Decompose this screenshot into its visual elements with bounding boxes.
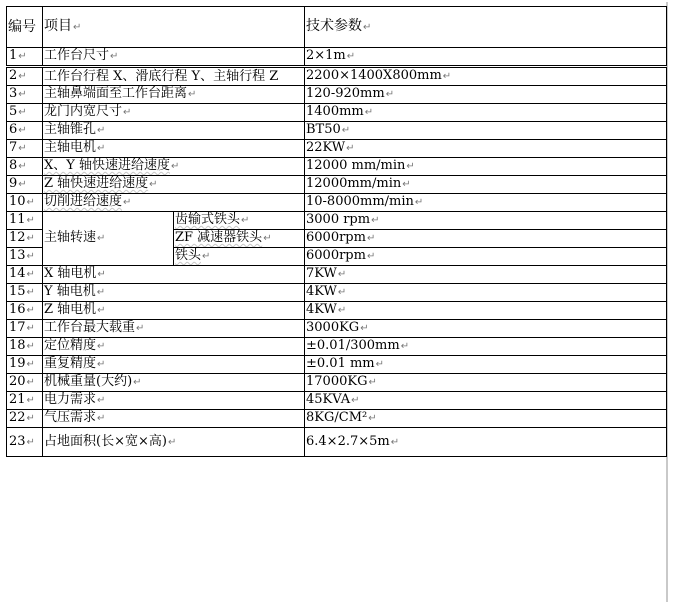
table-row: 11↵ 主轴转速↵ 齿输式铁头↵ 3000 rpm↵ [7, 212, 667, 230]
row-param: 45KVA [306, 392, 351, 407]
row-item: 电力需求 [44, 392, 97, 407]
row-num: 13 [9, 248, 26, 263]
row-item: Y 轴电机 [44, 284, 96, 299]
spec-table [6, 6, 667, 457]
row-item: X、Y 轴快速进给速度 [44, 158, 170, 173]
row-num: 2 [9, 68, 18, 83]
row-num: 22 [9, 410, 26, 425]
row-num: 15 [9, 284, 26, 299]
row-num: 1 [9, 48, 18, 63]
row-param: 8KG/CM² [306, 410, 368, 425]
table-row: 14↵ X 轴电机↵ 7KW↵ [7, 266, 667, 284]
header-num: 编号 [7, 7, 43, 48]
row-item: 重复精度 [44, 356, 97, 371]
row-param: 2200×1400X800mm [306, 68, 442, 83]
table-row: 1↵ 工作台尺寸↵ 2×1m↵ [7, 48, 667, 67]
row-item: Z 轴电机 [44, 302, 97, 317]
table-row: 17↵ 工作台最大载重↵ 3000KG↵ [7, 320, 667, 338]
table-row: 6↵ 主轴锥孔↵ BT50↵ [7, 122, 667, 140]
header-item: 项目↵ [43, 7, 305, 48]
row-param: 22KW [306, 140, 346, 155]
row-param: 12000 mm/min [306, 158, 406, 173]
row-item: 主轴转速 [44, 230, 97, 245]
row-num: 7 [9, 140, 18, 155]
row-param: 4KW [306, 284, 337, 299]
table-row: 16↵ Z 轴电机↵ 4KW↵ [7, 302, 667, 320]
table-row: 21↵ 电力需求↵ 45KVA↵ [7, 392, 667, 410]
row-item: X 轴电机 [44, 266, 97, 281]
table-row: 12↵ ZF 减速器铁头↵ 6000rpm↵ [7, 230, 667, 248]
row-item: 占地面积(长×宽×高) [44, 433, 167, 449]
row-num: 14 [9, 266, 26, 281]
row-param: 12000mm/min [306, 176, 402, 191]
table-row: 10↵ 切削进给速度↵ 10-8000mm/min↵ [7, 194, 667, 212]
table-row: 20↵ 机械重量(大约)↵ 17000KG↵ [7, 374, 667, 392]
table-row: 15↵ Y 轴电机↵ 4KW↵ [7, 284, 667, 302]
row-item: 工作台最大载重 [44, 320, 136, 335]
row-num: 9 [9, 176, 18, 191]
row-param: 4KW [306, 302, 337, 317]
row-param: BT50 [306, 122, 341, 137]
table-row: 18↵ 定位精度↵ ±0.01/300mm↵ [7, 338, 667, 356]
table-row: 22↵ 气压需求↵ 8KG/CM²↵ [7, 410, 667, 428]
row-item: 切削进给速度 [44, 194, 123, 209]
row-num: 23 [9, 433, 26, 449]
row-param: ±0.01 mm [306, 356, 375, 371]
row-item: 工作台行程 X、滑底行程 Y、主轴行程 Z [44, 68, 279, 84]
row-num: 17 [9, 320, 26, 335]
row-param: 6.4×2.7×5m [306, 433, 390, 449]
table-row: 19↵ 重复精度↵ ±0.01 mm↵ [7, 356, 667, 374]
row-param: 120-920mm [306, 86, 385, 101]
header-param: 技术参数↵ [305, 7, 667, 48]
row-param: 7KW [306, 266, 337, 281]
row-num: 5 [9, 104, 18, 119]
row-param: ±0.01/300mm [306, 338, 400, 353]
table-row: 8↵ X、Y 轴快速进给速度↵ 12000 mm/min↵ [7, 158, 667, 176]
header-row [7, 7, 667, 48]
table-row: 2↵ 工作台行程 X、滑底行程 Y、主轴行程 Z 2200×1400X800mm↵ [7, 67, 667, 86]
row-sub: ZF 减速器铁头 [175, 230, 263, 245]
row-param: 6000rpm [306, 230, 366, 245]
table-row: 3↵ 主轴鼻端面至工作台距离↵ 120-920mm↵ [7, 86, 667, 104]
row-item: 龙门内宽尺寸 [44, 104, 123, 119]
row-param: 17000KG [306, 374, 368, 389]
table-row: 5↵ 龙门内宽尺寸↵ 1400mm↵ [7, 104, 667, 122]
row-item: Z 轴快速进给速度 [44, 176, 149, 191]
row-item: 气压需求 [44, 410, 97, 425]
row-item: 主轴锥孔 [44, 122, 97, 137]
row-sub: 齿输式铁头 [175, 212, 241, 227]
row-num: 19 [9, 356, 26, 371]
row-num: 16 [9, 302, 26, 317]
row-param: 6000rpm [306, 248, 366, 263]
table-row: 7↵ 主轴电机↵ 22KW↵ [7, 140, 667, 158]
row-num: 8 [9, 158, 18, 173]
row-param: 3000 rpm [306, 212, 371, 227]
row-num: 6 [9, 122, 18, 137]
table-row: 23↵ 占地面积(长×宽×高)↵ 6.4×2.7×5m↵ [7, 428, 667, 457]
row-num: 21 [9, 392, 26, 407]
row-item: 主轴鼻端面至工作台距离 [44, 86, 188, 101]
row-param: 2×1m [306, 48, 346, 63]
row-param: 10-8000mm/min [306, 194, 414, 209]
row-item: 机械重量(大约) [44, 374, 133, 389]
row-num: 12 [9, 230, 26, 245]
row-sub: 铁头 [175, 248, 202, 263]
row-num: 3 [9, 86, 18, 101]
row-item: 主轴电机 [44, 140, 97, 155]
row-param: 1400mm [306, 104, 364, 119]
table-row: 9↵ Z 轴快速进给速度↵ 12000mm/min↵ [7, 176, 667, 194]
row-item: 定位精度 [44, 338, 97, 353]
row-item: 工作台尺寸 [44, 48, 110, 63]
row-num: 18 [9, 338, 26, 353]
row-num: 20 [9, 374, 26, 389]
table-row: 13↵ 铁头↵ 6000rpm↵ [7, 248, 667, 266]
row-param: 3000KG [306, 320, 360, 335]
row-num: 11 [9, 212, 26, 227]
row-num: 10 [9, 194, 26, 209]
